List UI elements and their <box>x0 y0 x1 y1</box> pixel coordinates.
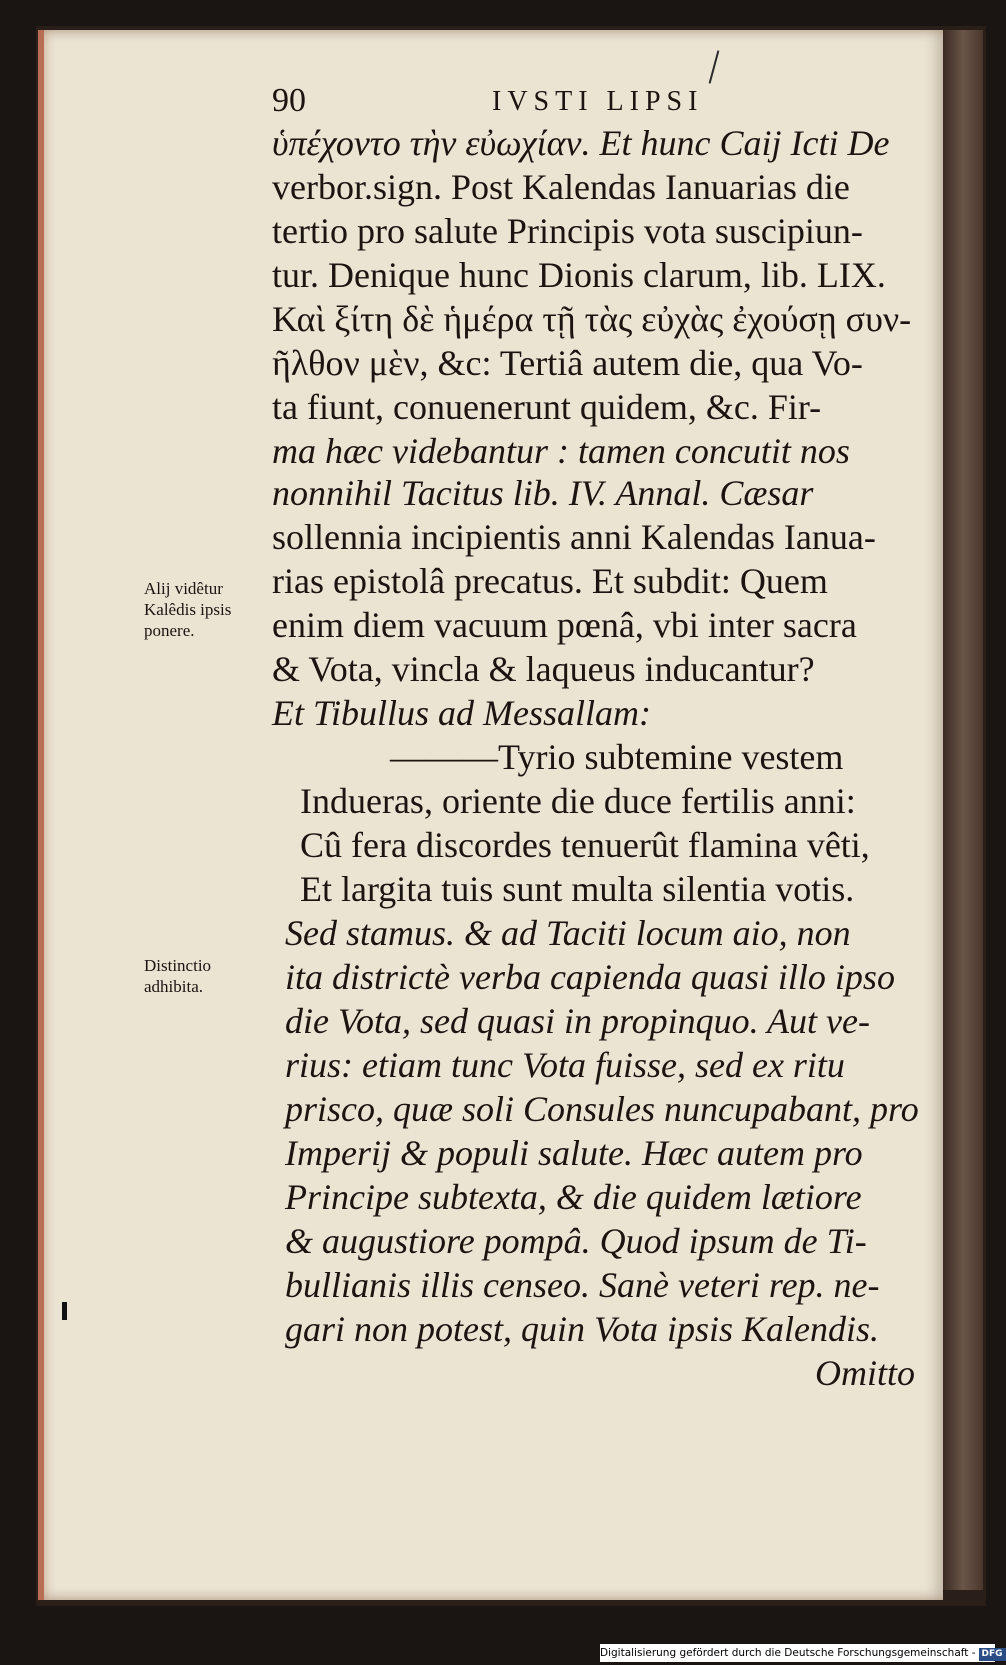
margin-note-line: Kalêdis ipsis <box>144 600 232 619</box>
text-line: bullianis illis censeo. Sanè veteri rep. ne- <box>285 1265 880 1305</box>
verse-line: Indueras, oriente die duce fertilis anni: <box>300 781 856 821</box>
text-line: rias epistolâ precatus. Et subdit: Quem <box>272 561 828 601</box>
catchword: Omitto <box>815 1353 916 1393</box>
text-line: prisco, quæ soli Consules nuncupabant, pro <box>285 1089 919 1129</box>
verse-line: ———Tyrio subtemine vestem <box>390 737 844 777</box>
text-line: rius: etiam tunc Vota fuisse, sed ex ritu <box>285 1045 845 1085</box>
margin-note-line: Distinctio <box>144 956 212 975</box>
text-line: Imperij & populi salute. Hæc autem pro <box>285 1133 863 1173</box>
text-line: tertio pro salute Principis vota suscipiun- <box>272 211 863 251</box>
text-line: enim diem vacuum pœnâ, vbi inter sacra <box>272 605 857 645</box>
text-line: & augustiore pompâ. Quod ipsum de Ti- <box>285 1221 867 1261</box>
footer-credit <box>600 1644 1003 1662</box>
text-line: Et Tibullus ad Messallam: <box>272 693 652 733</box>
text-line: sollennia incipientis anni Kalendas Ianua- <box>272 517 876 557</box>
verse-line: Cû fera discordes tenuerût flamina vêti, <box>300 825 870 865</box>
margin-note-line: adhibita. <box>144 977 204 996</box>
footer-text: Digitalisierung gefördert durch die Deutsche Forschungsgemeinschaft - <box>600 1647 976 1659</box>
text-line: ita districtè verba capienda quasi illo ipso <box>285 957 895 997</box>
text-line: ta fiunt, conuenerunt quidem, &c. Fir- <box>272 387 822 427</box>
verse-line: Et largita tuis sunt multa silentia votis. <box>300 869 855 909</box>
text-line: verbor.sign. Post Kalendas Ianuarias die <box>272 167 850 207</box>
margin-note-line: ponere. <box>144 621 195 640</box>
text-line: die Vota, sed quasi in propinquo. Aut ve- <box>285 1001 870 1041</box>
margin-note-line: Alij vidêtur <box>144 579 223 598</box>
margin-note <box>144 955 269 997</box>
text-line: Καὶ ξίτη δὲ ἡμέρα τῇ τὰς εὐχὰς ἐχούσῃ συν- <box>272 299 912 339</box>
text-line: nonnihil Tacitus lib. IV. Annal. Cæsar <box>272 473 814 513</box>
text-line: gari non potest, quin Vota ipsis Kalendis. <box>285 1309 880 1349</box>
margin-note <box>144 578 269 641</box>
text-line: tur. Denique hunc Dionis clarum, lib. LIX. <box>272 255 886 295</box>
text-line: ὑπέχοντο τὴν εὐωχίαν. Et hunc Caij Icti De <box>272 123 890 163</box>
dfg-logo: DFG <box>979 1648 1006 1661</box>
running-title: IVSTI LIPSI <box>492 86 704 117</box>
text-line: Principe subtexta, & die quidem lætiore <box>285 1177 862 1217</box>
text-line: ma hæc videbantur : tamen concutit nos <box>272 431 850 471</box>
text-line: Sed stamus. & ad Taciti locum aio, non <box>285 913 851 953</box>
page-number: 90 <box>272 82 306 119</box>
text-line: & Vota, vincla & laqueus inducantur? <box>272 649 815 689</box>
text-line: ῆλθον μὲν, &c: Tertiâ autem die, qua Vo- <box>272 343 863 383</box>
